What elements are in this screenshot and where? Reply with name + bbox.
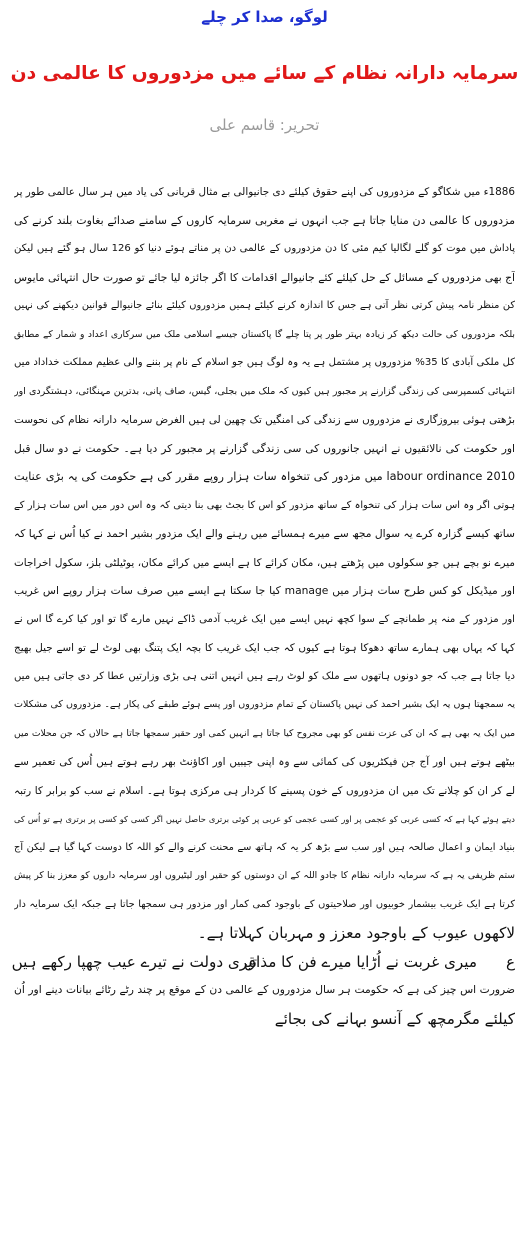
top-link-logo-sada-kar-chale[interactable]: لوگو، صدا کر چلے (201, 8, 328, 26)
article-line: 1886ء میں شکاگو کے مزدوروں کی اپنے حقوق کیلئے دی جانیوالی بے مثال قربانی کی یاد میں ہر سال عالمی طور پر (14, 186, 515, 198)
article-line: بڑھتی ہوئی بیروزگاری نے مزدوروں سے زندگی کی امنگیں تک چھین لی ہیں الغرض سرمایہ دارانہ نظام کی نحوست (14, 414, 515, 426)
article-line: ہوتی اگر وہ اس سات ہزار کی تنخواہ کے ساتھ مزدور کو اس کا بجٹ بھی بنا دیتی کہ وہ اس دور میں اس سات ہزار کے (14, 499, 515, 511)
article-line: دیتے ہوئے کہا ہے کہ کسی عربی کو عجمی پر اور کسی عجمی کو عربی پر کوئی برتری حاصل نہیں اگر کسی کو کسی پر برتری ہے تو اُس کی (14, 814, 515, 824)
article-line: بیٹھے ہوتے ہیں اور آج جن فیکٹریوں کی کمائی سے وہ اپنی جیبیں اور اکاؤنٹ بھر رہے ہوتے ہیں اُس کی تعمیر سے (14, 756, 515, 768)
article-line: آج بھی مزدوروں کے مسائل کے حل کیلئے کئے جانیوالے اقدامات کا اگر جائزہ لیا جائے تو صورت حال انتہائی مایوس (14, 270, 515, 284)
article-line: یہ سمجھتا ہوں یہ ایک بشیر احمد کی نہیں پاکستان کے تمام مزدوروں اور پسے ہوئے طبقے کی پکار ہے۔ مزدوروں کی مشکلات (14, 699, 515, 710)
article-line: کہا کہ یہاں بھی ہمارے ساتھ دھوکا ہوتا ہے کیوں کہ جب ایک غریب کا بچہ ایک پتنگ بھی لوٹ لے تو اسے جیل بھیج (14, 642, 515, 654)
couplet-marker: ع (505, 952, 515, 971)
couplet-second-verse: تیری دولت نے تیرے عیب چھپا رکھے ہیں (11, 952, 257, 971)
article-line: مزدوروں کا عالمی دن منایا جاتا ہے جب انہوں نے مغربی سرمایہ کاروں کے سامنے صدائے بغاوت بلند کرنے کی (14, 213, 515, 227)
article-line: بلکہ مزدوروں کی حالت دیکھ کر زیادہ بہتر طور پر پتا چلے گا پاکستان جیسے اسلامی ملک میں سرکاری اعداد و شمار کے مطابق (14, 328, 515, 340)
article-line: کل ملکی آبادی کا 35% مزدوروں پر مشتمل ہے یہ وہ لوگ ہیں جو اسلام کے نام پر بننے والی عظیم مملکت خداداد میں (14, 357, 515, 368)
article-line: labour ordinance 2010 میں مزدور کی تنخواہ سات ہزار روپے مقرر کی ہے حکومت کی یہ بڑی عنایت (14, 470, 515, 483)
article-body (11, 178, 515, 1033)
article-line: انتہائی کسمپرسی کی زندگی گزارنے پر مجبور ہیں کیوں کہ ملک میں بجلی، گیس، صاف پانی، بدترین مہنگائی، دہشتگردی اور (14, 385, 515, 397)
article-headline: سرمایہ دارانہ نظام کے سائے میں مزدوروں کا عالمی دن (10, 63, 519, 84)
article-line: اور مزدور کے منہ پر طمانچے کے سوا کچھ نہیں ایسے میں ایک غریب آدمی ڈاکے نہیں مارے گا تو اور کیا کرے گا اس نے (14, 613, 515, 625)
article-line: پاداش میں موت کو گلے لگالیا کیم مئی کا دن مزدوروں کے عالمی دن پر مناتے ہوئے دنیا کو 126 سال ہو گئے ہیں لیکن (14, 243, 515, 254)
article-line: لاکھوں عیوب کے باوجود معزز و مہربان کہلاتا ہے۔ (197, 924, 515, 942)
article-line: لے کر ان کو چلانے تک میں ان مزدوروں کے خون پسینے کا کردار ہی مرکزی ہوتا ہے۔ اسلام نے سب کو برابر کا رتبہ (14, 784, 515, 797)
article-line: کن منظر نامہ پیش کرتی نظر آتی ہے جس کا اندازہ کرنے کیلئے ہمیں مزدوروں کیلئے بنائے جانیوالے قوانین دیکھنے کی نہیں (14, 300, 515, 311)
article-byline: تحریر: قاسم علی (209, 116, 320, 134)
article-line: ضرورت اس چیز کی ہے کہ حکومت ہر سال مزدوروں کے عالمی دن کے موقع پر چند رٹے رٹائے بیانات دینے اور اُن (14, 983, 515, 996)
article-line: دیا جاتا ہے جب کہ جو دونوں ہاتھوں سے ملک کو لوٹ رہے ہیں انہیں اتنی ہی بڑی وزارتیں عطا کر دی جاتی ہیں میں (14, 670, 515, 682)
couplet-first-verse: میری غربت نے اُڑایا میرے فن کا مذاق (244, 952, 477, 971)
article-line: بنیاد ایمان و اعمال صالحہ ہیں اور سب سے بڑھ کر یہ کہ ہاتھ سے محنت کرنے والے کو اللہ کا دوست کہا گیا ہے لیکن آج (14, 841, 515, 853)
article-line: میرے نو بچے ہیں جو سکولوں میں پڑھتے ہیں، مکان کرائے کا ہے ایسے میں کرائے مکان، یوٹیلٹی بلز، سکول اخراجات (14, 556, 515, 569)
article-line: ستم ظریفی یہ ہے کہ سرمایہ دارانہ نظام کا جادو اللہ کے ان دوستوں کو حقیر اور لیٹیروں اور سرمایہ داروں کو معزز بنا کر پیش (14, 870, 515, 881)
article-line: میں ایک یہ بھی ہے کہ ان کی عزت نفس کو بھی مجروح کیا جاتا ہے انہیں کمی اور حقیر سمجھا جاتا ہے حالاں کہ جن محلات میں (14, 727, 515, 739)
article-line: کرتا ہے ایک غریب بیشمار خوبیوں اور صلاحیتوں کے باوجود کمی کمار اور مزدور ہی سمجھا جاتا ہے جبکہ ایک سرمایہ دار (14, 898, 515, 910)
poetry-couplet (11, 948, 515, 977)
article-line: کیلئے مگرمچھ کے آنسو بہانے کی بجائے (274, 1009, 515, 1028)
article-line: اور میڈیکل کو کس طرح سات ہزار میں manage کیا جا سکتا ہے ایسے میں صرف سات ہزار روپے اس غریب (14, 584, 515, 597)
article-line: ساتھ کیسے گزارہ کرے یہ سوال مجھ سے میرے ہمسائے میں رہنے والے ایک مزدور بشیر احمد نے کیا اُس نے کہا کہ (14, 527, 515, 540)
article-line: اور حکومت کی نالائقیوں نے انہیں جانوروں کی سی زندگی گزارنے پر مجبور کر دیا ہے۔ حکومت نے دو سال قبل (14, 441, 515, 455)
